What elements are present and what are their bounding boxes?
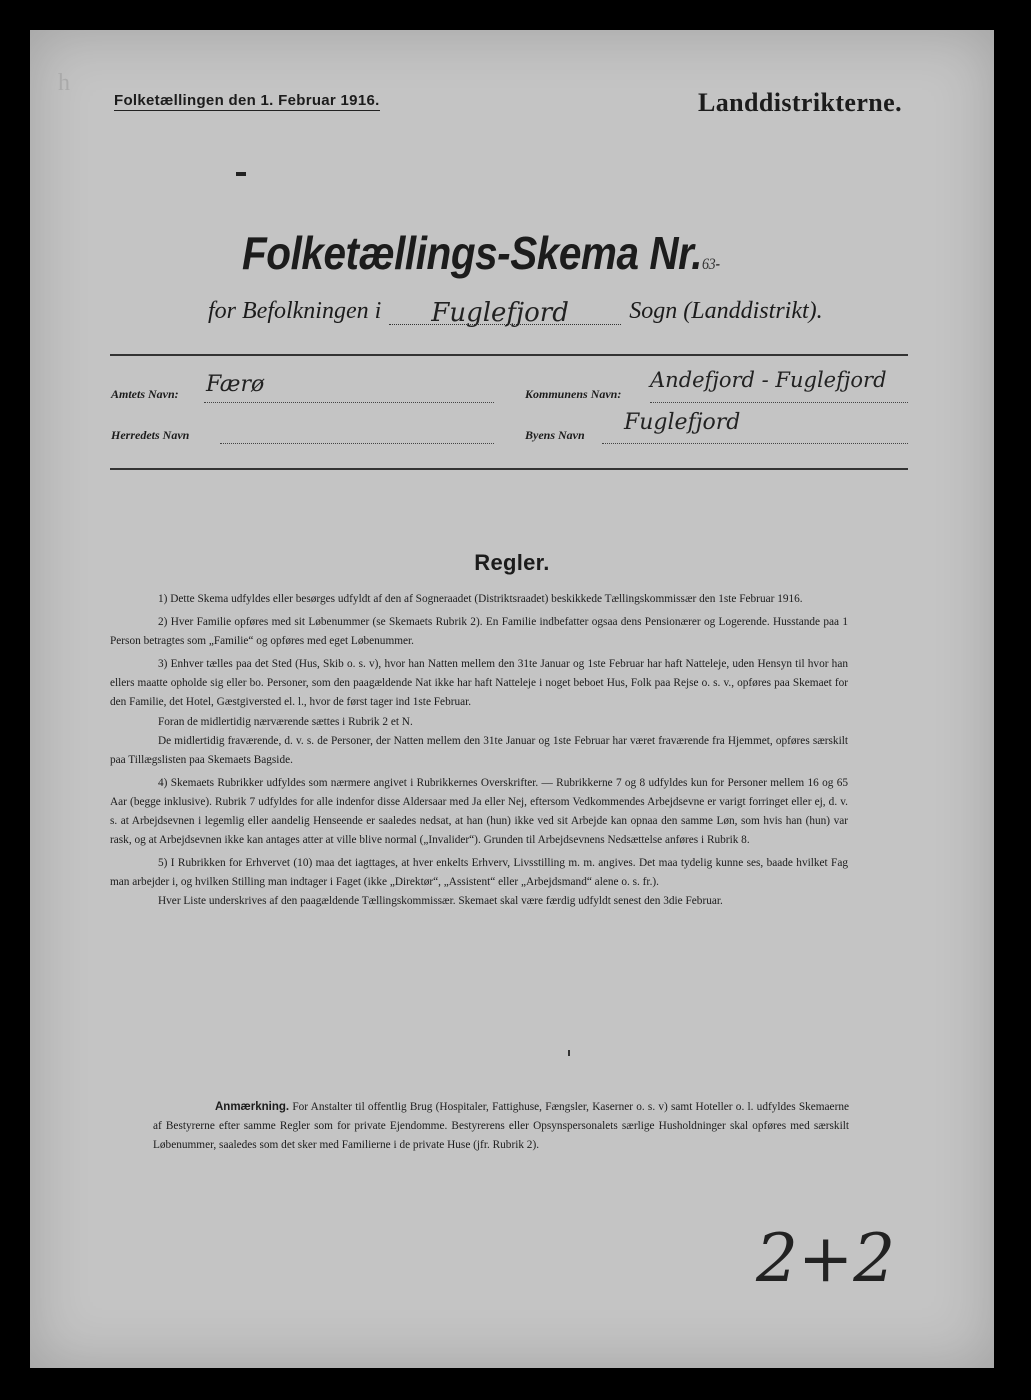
sogn-value: Fuglefjord [431,298,569,328]
rule-5: 5) I Rubrikken for Erhvervet (10) maa det iagttages, at hver enkelts Erhverv, Livsstilling m. m. angives. Det maa tydelig kunne ses, baade hvilket Fag man arbejder i, og hvilken Stilling man indtager i Faget (ikke „Direktør“, „Assistent“ eller „Arbejdsmand“ alene o. s. fr.). [110,857,848,889]
form-title-text: Folketællings-Skema Nr. [242,227,703,279]
rule-5-signature: Hver Liste underskrives af den paagældende Tællingskommissær. Skemaet skal være færdig udfyldt senest den 3die Februar. [158,895,723,908]
note-text: For Anstalter til offentlig Brug (Hospitaler, Fattighuse, Fængsler, Kaserner o. s. v) samt Hoteller o. l. udfyldes Skemaerne af Bestyrerne efter samme Regler som for private Ejendomme. Bestyrerens eller Opsynspersonalets særlige Husholdninger skal opføres med særskilt Løbenummer, saaledes som det sker med Familierne i de private Huse (jfr. Rubrik 2). [153,1101,850,1151]
rules-heading: Regler. [474,550,550,575]
rule-2: 2) Hver Familie opføres med sit Løbenummer (se Skemaets Rubrik 2). En Familie indbefatter ogsaa dens Pensionærer og Logerende. Husstande paa 1 Person betragtes som „Familie“ og opføres med eget Løbenummer. [110,616,848,648]
amt-value: Færø [206,372,265,397]
herred-label: Herredets Navn [111,428,190,442]
census-form-sheet [30,30,994,1368]
rule-1: 1) Dette Skema udfyldes eller besørges udfyldt af den af Sogneraadet (Distriktsraadet) beskikkede Tællingskommissær den 1ste Februar 1916. [158,593,803,605]
district-type-header: Landdistrikterne. [698,88,902,117]
rule-3-note-absent: De midlertidig fraværende, d. v. s. de Personer, der Natten mellem den 31te Januar og 1ste Februar har været fraværende fra Hjemmet, opføres særskilt paa Tillægslisten paa Skemaets Bagside. [110,734,848,766]
note-label: Anmærkning. [215,1101,290,1113]
population-line [208,298,823,328]
middle-rule [110,468,908,470]
top-rule [110,354,908,356]
amt-label: Amtets Navn: [111,387,179,401]
dash-mark [236,172,246,176]
herred-field [220,427,494,444]
form-title: Folketællings-Skema Nr.63- [242,227,720,279]
rule-3: 3) Enhver tælles paa det Sted (Hus, Skib o. s. v), hvor han Natten mellem den 31te Januar og 1ste Februar har haft Natteleje, uden Hensyn til hvor han ellers maatte opholde sig eller bo. Personer, som den paagældende Nat ikke har haft Natteleje i noget beboet Hus, Folk paa Rejse o. s. v., opføres paa Skemaet for den Familie, det Hotel, Gæstgiversted el. l., hvor de først tager ind 1ste Februar. [110,658,848,709]
handwritten-corner-note: 2+2 [756,1220,896,1297]
by-value: Fuglefjord [624,410,741,435]
census-date-header: Folketællingen den 1. Februar 1916. [114,92,380,109]
edge-mark: h [58,70,70,96]
by-label: Byens Navn [525,428,585,442]
small-tick-mark [568,1050,570,1056]
kommune-label: Kommunens Navn: [525,387,622,401]
rules-body [110,590,848,916]
sogn-field [389,298,621,328]
annotation-note [153,1098,849,1155]
form-number: 63 [702,256,716,273]
population-suffix: Sogn (Landdistrikt). [629,298,823,324]
rule-4: 4) Skemaets Rubrikker udfyldes som nærmere angivet i Rubrikkernes Overskrifter. — Rubrikkerne 7 og 8 udfyldes kun for Personer mellem 16 og 65 Aar (begge inklusive). Rubrik 7 udfyldes for alle indenfor disse Aldersaar med Ja eller Nej, eftersom Vedkommendes Arbejdsevne er varigt forringet eller ej, d. v. s. at Arbejdsevnen i legemlig eller aandelig Henseende er saaledes nedsat, at han (hun) ikke ved sit Arbejde kan opnaa den samme Løn, som hvis han (hun) var rask, og at Arbejdsevnen ikke kan antages atter at ville blive normal („Invalider“). Grunden til Arbejdsevnens Nedsættelse anføres i Rubrik 8. [110,776,848,847]
kommune-value: Andefjord - Fuglefjord [650,368,887,392]
rule-3-note-present: Foran de midlertidig nærværende sættes i Rubrik 2 et N. [158,715,413,728]
population-prefix: for Befolkningen i [208,298,382,324]
